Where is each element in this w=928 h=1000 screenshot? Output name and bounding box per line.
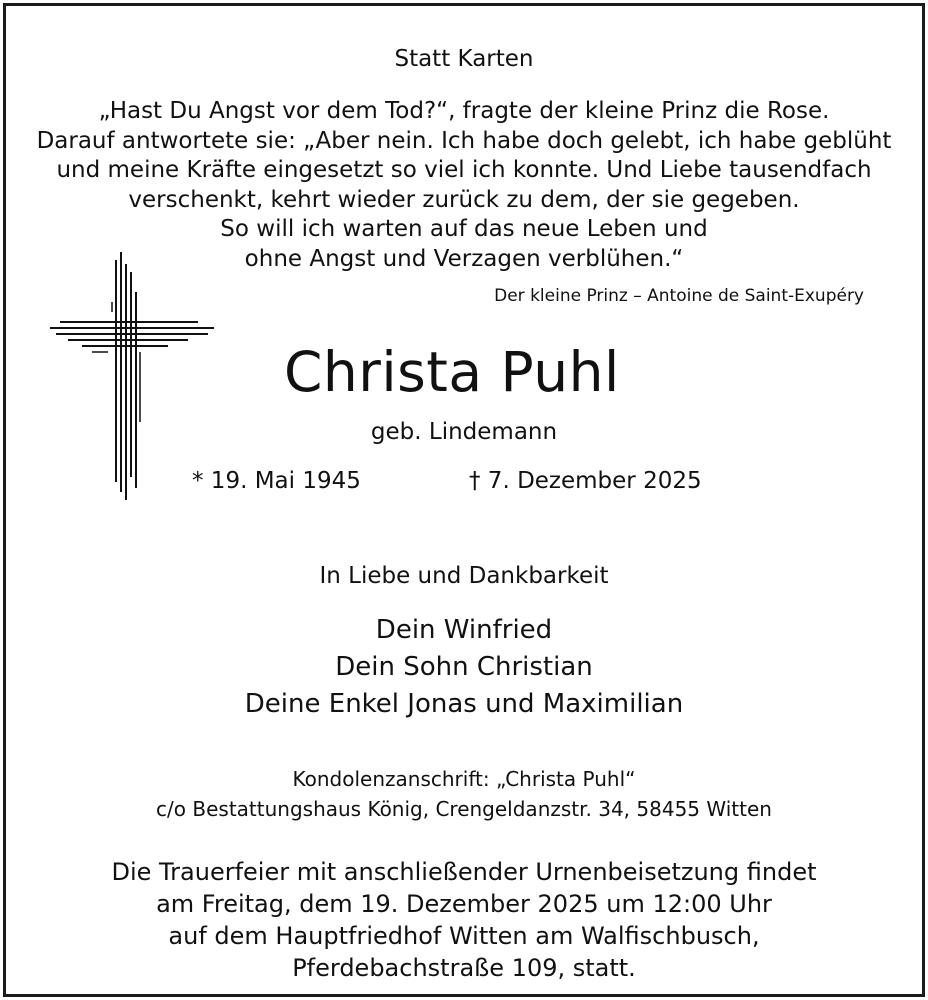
condolence-line: Kondolenzanschrift: „Christa Puhl“ xyxy=(292,767,636,791)
dedication-text: In Liebe und Dankbarkeit xyxy=(319,563,609,589)
line-cross-icon xyxy=(48,252,218,502)
condolence-address xyxy=(6,764,922,824)
quote-source: Der kleine Prinz – Antoine de Saint-Exupéry xyxy=(494,286,864,306)
ceremony-line: am Freitag, dem 19. Dezember 2025 um 12:00 Uhr xyxy=(156,890,772,918)
ceremony-line: Pferdebachstraße 109, statt. xyxy=(292,954,636,982)
deceased-name: Christa Puhl xyxy=(284,340,620,404)
obituary-notice xyxy=(3,3,925,997)
quote-line: verschenkt, kehrt wieder zurück zu dem, der sie gegeben. xyxy=(128,186,800,213)
family-line: Dein Sohn Christian xyxy=(335,652,593,682)
ceremony-line: auf dem Hauptfriedhof Witten am Walfischbusch, xyxy=(168,922,760,950)
quote-line: ohne Angst und Verzagen verblühen.“ xyxy=(244,245,684,272)
condolence-line: c/o Bestattungshaus König, Crengeldanzstr. 34, 58455 Witten xyxy=(156,797,772,821)
family-line: Dein Winfried xyxy=(375,615,553,645)
quote-block xyxy=(6,97,922,274)
family-line: Deine Enkel Jonas und Maximilian xyxy=(244,689,684,719)
death-date: † 7. Dezember 2025 xyxy=(469,468,702,494)
quote-line: So will ich warten auf das neue Leben und xyxy=(220,216,708,242)
family-block xyxy=(6,612,922,723)
ceremony-line: Die Trauerfeier mit anschließender Urnenbeisetzung findet xyxy=(111,858,817,886)
ceremony-info xyxy=(6,856,922,984)
intro-text: Statt Karten xyxy=(394,46,534,72)
quote-line: und meine Kräfte eingesetzt so viel ich konnte. Und Liebe tausendfach xyxy=(56,157,872,183)
quote-line: Darauf antwortete sie: „Aber nein. Ich habe doch gelebt, ich habe geblüht xyxy=(36,127,892,154)
birth-name: geb. Lindemann xyxy=(370,419,558,445)
quote-line: „Hast Du Angst vor dem Tod?“, fragte der kleine Prinz die Rose. xyxy=(98,98,830,124)
birth-date: * 19. Mai 1945 xyxy=(192,468,361,494)
